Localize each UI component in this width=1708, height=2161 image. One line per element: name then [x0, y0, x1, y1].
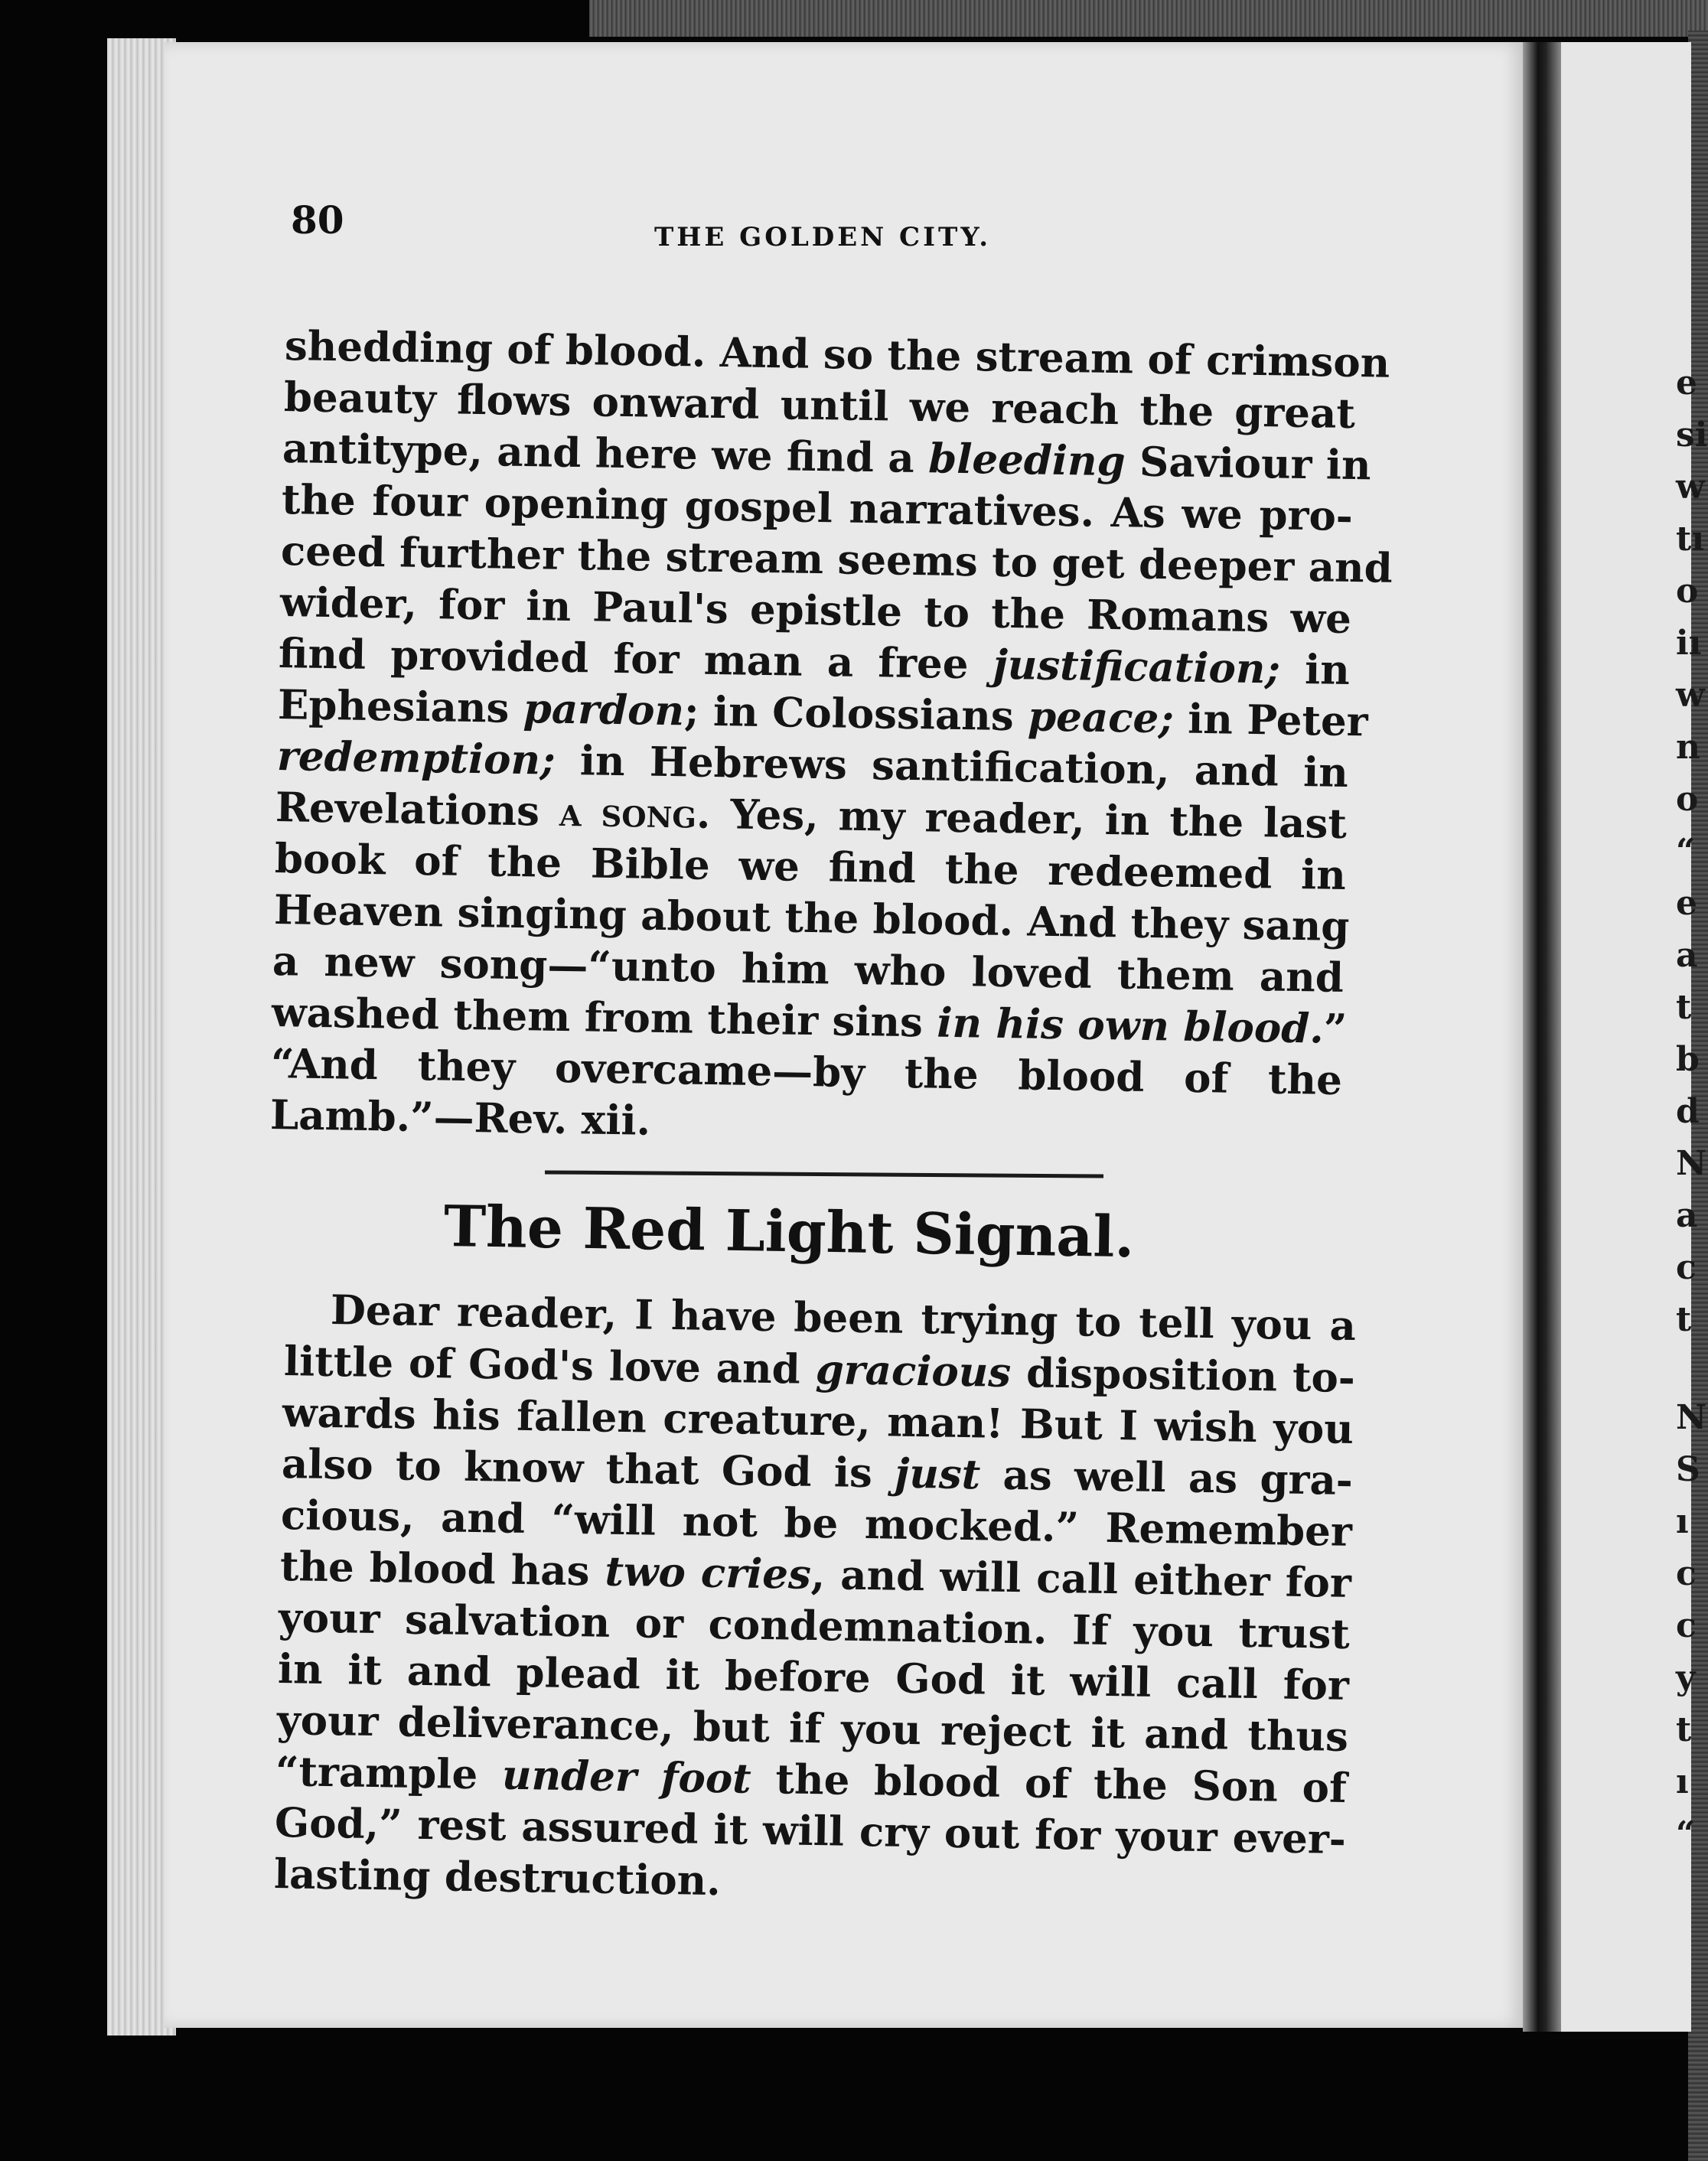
facing-page-fragment: b: [1676, 1040, 1700, 1079]
facing-page-fragment: w: [1676, 676, 1705, 715]
text-span: cious, and “will not be mocked.” Remember: [280, 1491, 1353, 1556]
text-span: , and will call either for: [810, 1550, 1351, 1607]
facing-page-fragment: ı: [1676, 1762, 1689, 1801]
text-span: your deliverance, but if you reject it and thus: [276, 1697, 1348, 1761]
facing-page-fragment: N: [1676, 1144, 1707, 1183]
facing-page-fragment: w: [1676, 468, 1705, 507]
text-span: gracious: [814, 1345, 1012, 1397]
facing-page-fragment: o: [1676, 780, 1699, 819]
running-head: THE GOLDEN CITY.: [654, 222, 992, 253]
text-span: ; in Colossians: [683, 687, 1028, 741]
text-span: the blood of the Son of: [751, 1755, 1348, 1812]
text-span: peace;: [1027, 693, 1175, 743]
text-span: wider, for in Paul's epistle to the Romans we: [279, 579, 1351, 643]
text-span: Yes, my reader, in the last: [710, 790, 1348, 848]
text-span: in: [1279, 645, 1351, 694]
facing-page-fragment: “: [1676, 1814, 1696, 1853]
text-span: in Peter: [1173, 695, 1369, 746]
page-number: 80: [291, 197, 344, 243]
text-span: as well as gra-: [979, 1451, 1354, 1504]
text-span: in his own blood.: [936, 999, 1325, 1053]
text-span: book of the Bible we find the redeemed in: [274, 835, 1347, 899]
text-span: your salvation or condemnation. If you trust: [278, 1594, 1351, 1658]
book-binding-top: [589, 0, 1708, 37]
section-heading: The Red Light Signal.: [443, 1194, 1135, 1271]
text-span: God,” rest assured it will cry out for your ever-: [274, 1799, 1347, 1863]
facing-page-fragment: n: [1676, 728, 1700, 767]
text-span: wards his fallen creature, man! But I wish you: [282, 1389, 1354, 1453]
facing-page: [1561, 42, 1708, 2032]
text-span: a song.: [559, 787, 712, 838]
text-span: bleeding: [928, 435, 1126, 486]
text-span: Dear reader, I have been trying to tell you a: [330, 1286, 1357, 1351]
text-span: Lamb.”—Rev. xii.: [269, 1091, 651, 1145]
text-span: find provided for man a free: [278, 630, 994, 689]
text-span: little of God's love and: [283, 1338, 816, 1393]
text-span: Ephesians: [277, 681, 524, 733]
text-span: under foot: [501, 1751, 752, 1803]
facing-page-fragment: d: [1676, 1092, 1700, 1131]
text-span: lasting destruction.: [273, 1850, 721, 1905]
text-span: the blood has: [279, 1543, 605, 1595]
facing-page-fragment: e: [1676, 884, 1697, 923]
facing-page-fragment: c: [1676, 1554, 1697, 1593]
book-gutter: [1523, 42, 1561, 2032]
text-span: just: [894, 1449, 981, 1499]
facing-page-fragment: c: [1676, 1248, 1697, 1287]
text-span: “And they overcame—by the blood of the: [270, 1040, 1343, 1104]
text-span: justification;: [993, 640, 1281, 693]
text-span: in it and plead it before God it will call for: [277, 1645, 1350, 1710]
facing-page-fragment: N: [1676, 1398, 1707, 1437]
text-span: washed them from their sins: [271, 989, 937, 1047]
facing-page-fragment: t: [1676, 1300, 1692, 1339]
facing-page-fragment: tı: [1676, 520, 1705, 559]
text-span: Heaven singing about the blood. And they sang: [273, 886, 1350, 951]
text-span: shedding of blood. And so the stream of crimson: [284, 322, 1390, 387]
text-span: a new song—“unto him who loved them and: [272, 937, 1345, 1002]
facing-page-fragment: c: [1676, 1606, 1697, 1645]
text-span: two cries: [604, 1547, 811, 1599]
facing-page-fragment: “: [1676, 832, 1696, 871]
text-span: the four opening gospel narratives. As we pro-: [281, 476, 1354, 540]
facing-page-fragment: si: [1676, 416, 1708, 455]
text-span: in Hebrews santification, and in: [554, 736, 1348, 797]
text-span: “trample: [275, 1748, 503, 1799]
text-span: ”: [1323, 1005, 1348, 1054]
facing-page-fragment: t: [1676, 1710, 1692, 1749]
facing-page-fragment: o: [1676, 572, 1699, 611]
facing-page-fragment: a: [1676, 1196, 1698, 1235]
text-span: pardon: [523, 685, 685, 735]
text-span: Revelations: [275, 784, 560, 836]
facing-page-fragment: e: [1676, 363, 1697, 403]
text-span: ceed further the stream seems to get deeper and: [280, 527, 1393, 592]
text-span: redemption;: [276, 732, 556, 784]
text-span: beauty flows onward until we reach the great: [283, 373, 1356, 438]
text-span: also to know that God is: [281, 1440, 895, 1498]
text-span: disposition to-: [1010, 1348, 1356, 1402]
facing-page-fragment: y: [1676, 1658, 1696, 1697]
facing-page-fragment: t: [1676, 988, 1692, 1027]
facing-page-fragment: iı: [1676, 624, 1702, 663]
facing-page-fragment: S: [1676, 1450, 1700, 1489]
facing-page-fragment: ı: [1676, 1502, 1689, 1541]
text-span: antitype, and here we find a: [282, 425, 930, 483]
text-span: Saviour in: [1125, 438, 1372, 490]
facing-page-fragment: a: [1676, 936, 1698, 975]
